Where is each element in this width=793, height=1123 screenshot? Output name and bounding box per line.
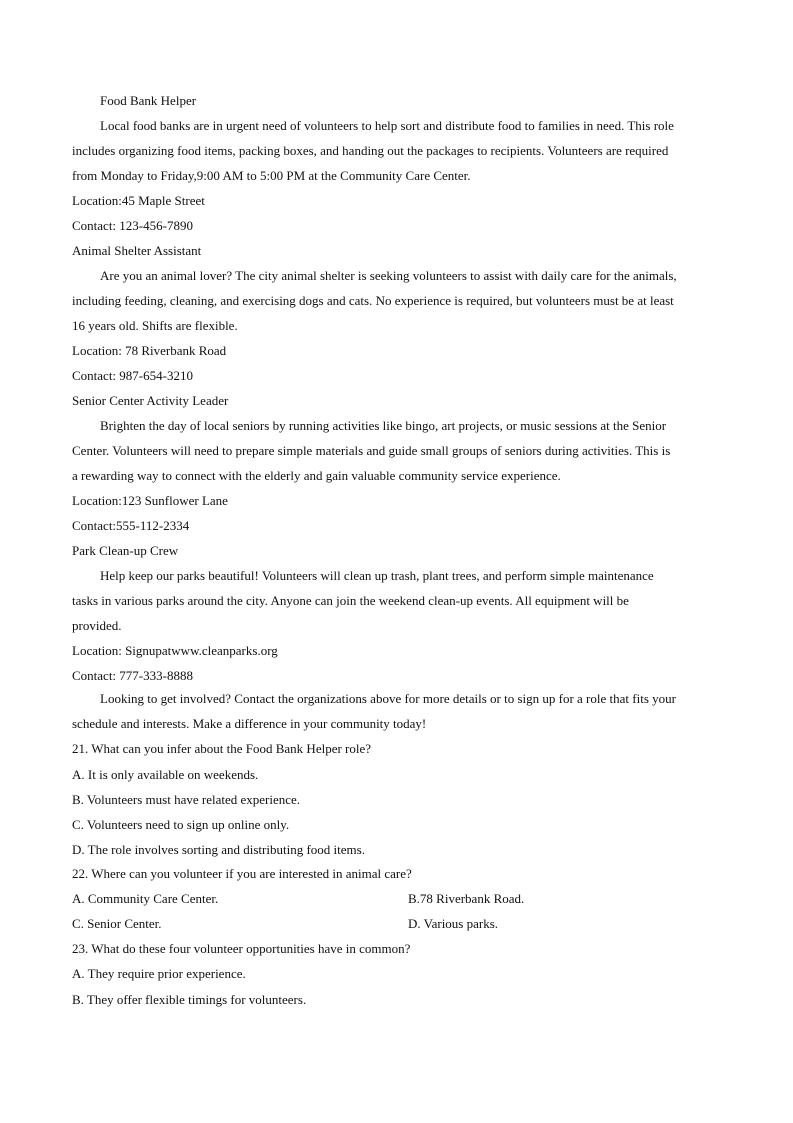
section-location: Location: Signupatwww.cleanparks.org [72, 643, 278, 658]
question-option: B. Volunteers must have related experience. [72, 792, 301, 807]
question-option: D. The role involves sorting and distributing food items. [72, 842, 365, 857]
question-stem: 23. What do these four volunteer opportunities have in common? [72, 941, 411, 956]
question-option: B.78 Riverbank Road. [408, 891, 525, 906]
section-body-line: a rewarding way to connect with the elderly and gain valuable community service experience. [72, 468, 561, 483]
section-body-line: tasks in various parks around the city. Anyone can join the weekend clean-up events. All equipment will be [72, 593, 629, 608]
section-location: Location:123 Sunflower Lane [72, 493, 228, 508]
section-body-line: provided. [72, 618, 122, 633]
section-contact: Contact: 987-654-3210 [72, 368, 193, 383]
question-option: A. Community Care Center. [72, 891, 219, 906]
section-title-animal-shelter: Animal Shelter Assistant [72, 243, 202, 258]
section-body-line: Brighten the day of local seniors by running activities like bingo, art projects, or music sessions at the Senior [100, 418, 667, 433]
question-option: A. They require prior experience. [72, 966, 246, 981]
question-option: A. It is only available on weekends. [72, 767, 259, 782]
section-contact: Contact:555-112-2334 [72, 518, 190, 533]
section-body-line: Center. Volunteers will need to prepare simple materials and guide small groups of seniors during activities. This is [72, 443, 671, 458]
section-title-senior-center: Senior Center Activity Leader [72, 393, 229, 408]
section-contact: Contact: 123-456-7890 [72, 218, 193, 233]
section-body-line: Local food banks are in urgent need of volunteers to help sort and distribute food to families in need. This role [100, 118, 674, 133]
section-location: Location:45 Maple Street [72, 193, 205, 208]
question-stem: 22. Where can you volunteer if you are interested in animal care? [72, 866, 412, 881]
section-body-line: Help keep our parks beautiful! Volunteers will clean up trash, plant trees, and perform simple maintenance [100, 568, 654, 583]
section-body-line: including feeding, cleaning, and exercising dogs and cats. No experience is required, but volunteers must be at least [72, 293, 674, 308]
question-option: C. Senior Center. [72, 916, 162, 931]
question-stem: 21. What can you infer about the Food Bank Helper role? [72, 741, 372, 756]
section-contact: Contact: 777-333-8888 [72, 668, 193, 683]
section-title-food-bank: Food Bank Helper [100, 93, 197, 108]
section-body-line: includes organizing food items, packing boxes, and handing out the packages to recipients. Volunteers are required [72, 143, 669, 158]
section-title-park-cleanup: Park Clean-up Crew [72, 543, 179, 558]
question-option: B. They offer flexible timings for volunteers. [72, 992, 307, 1007]
section-body-line: 16 years old. Shifts are flexible. [72, 318, 238, 333]
closing-paragraph-line: schedule and interests. Make a difference in your community today! [72, 716, 427, 731]
section-location: Location: 78 Riverbank Road [72, 343, 227, 358]
section-body-line: from Monday to Friday,9:00 AM to 5:00 PM at the Community Care Center. [72, 168, 471, 183]
closing-paragraph-line: Looking to get involved? Contact the organizations above for more details or to sign up for a role that fits your [100, 691, 676, 706]
section-body-line: Are you an animal lover? The city animal shelter is seeking volunteers to assist with daily care for the animals, [100, 268, 677, 283]
question-option: C. Volunteers need to sign up online only. [72, 817, 290, 832]
question-option: D. Various parks. [408, 916, 499, 931]
